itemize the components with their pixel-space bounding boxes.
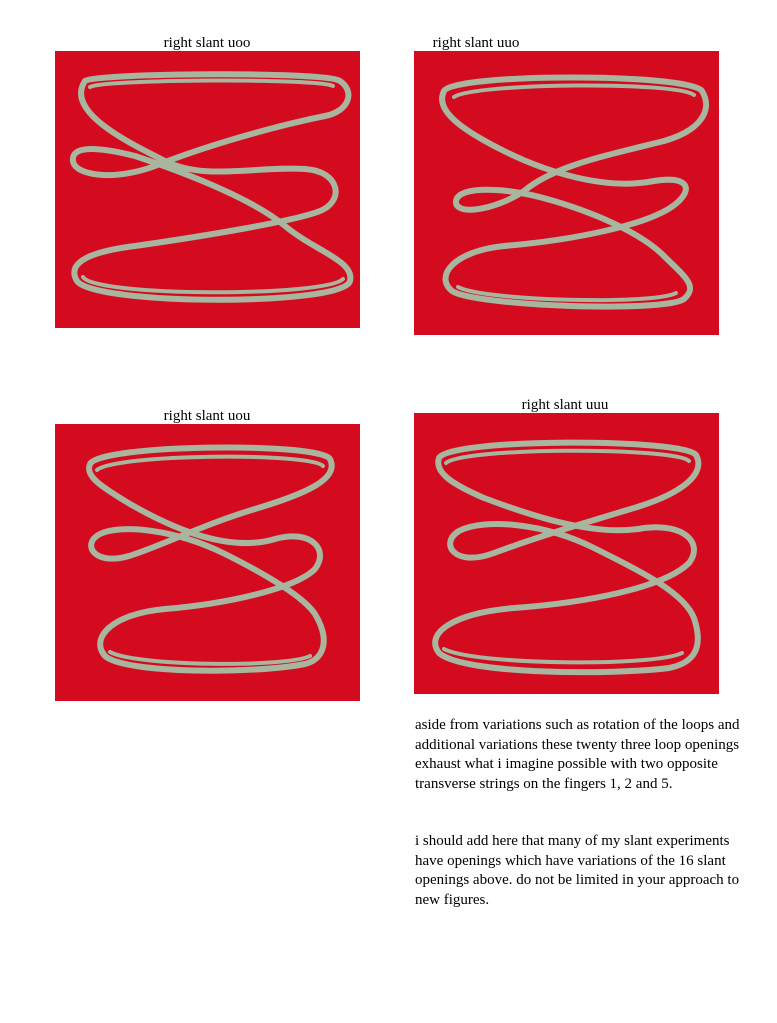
paragraph-note: i should add here that many of my slant experiments have openings which have variations of the 16 slant openings above. do not be limited in your approach to new figures. [415, 833, 740, 908]
figure-photo-uuo [414, 51, 719, 335]
string-figure-photo-icon [55, 424, 360, 701]
figure-caption-uuo: right slant uuo [432, 35, 520, 51]
figure-caption-uou: right slant uou [163, 408, 251, 424]
string-figure-photo-icon [414, 413, 719, 694]
figure-photo-uou [55, 424, 360, 701]
figure-photo-uuu [414, 413, 719, 694]
figure-caption-uuu: right slant uuu [521, 397, 609, 413]
string-figure-photo-icon [414, 51, 719, 335]
paragraph-summary: aside from variations such as rotation of the loops and additional variations these twenty three loop openings exhaust what i imagine possible with two opposite transverse strings on the fingers 1, 2 and 5. [415, 717, 740, 792]
figure-photo-uoo [55, 51, 360, 328]
figure-caption-uoo: right slant uoo [163, 35, 251, 51]
string-figure-photo-icon [55, 51, 360, 328]
